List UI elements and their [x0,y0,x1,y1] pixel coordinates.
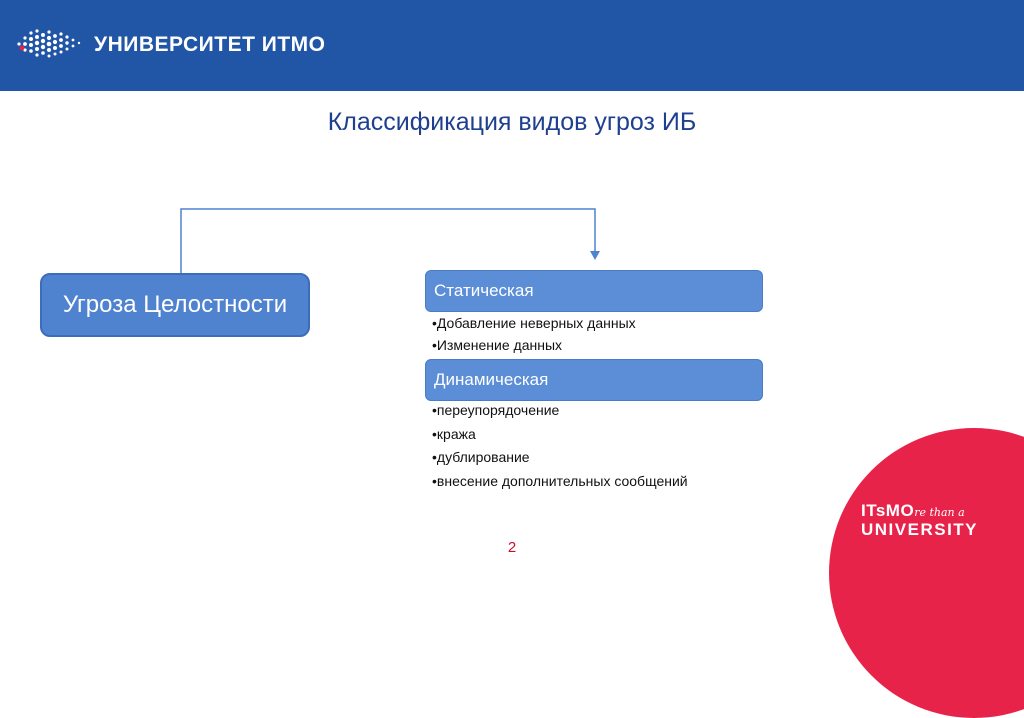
arrow-head-icon [590,251,600,260]
category-static-list [432,312,636,356]
threat-integrity-box: Угроза Целостности [40,273,310,337]
brand-slogan-line1 [861,501,965,521]
list-item: •Добавление неверных данных [432,315,636,331]
category-dynamic-list [432,399,688,493]
category-static-header: Статическая [425,270,763,312]
slide-title: Классификация видов угроз ИБ [327,108,697,136]
page-number: 2 [507,539,517,556]
list-item: •Изменение данных [432,337,563,353]
brand-slogan-bold: ITsMO [861,501,915,520]
category-dynamic-header: Динамическая [425,359,763,401]
logo-text: УНИВЕРСИТЕТ ИТМО [94,33,326,56]
list-item: •внесение дополнительных сообщений [432,472,688,489]
brand-slogan-line2: UNIVERSITY [861,520,979,539]
list-item: •дублирование [432,449,530,465]
brand-slogan-script: re than a [914,506,965,519]
list-item: •кража [432,425,476,442]
list-item: •переупорядочение [432,402,560,418]
